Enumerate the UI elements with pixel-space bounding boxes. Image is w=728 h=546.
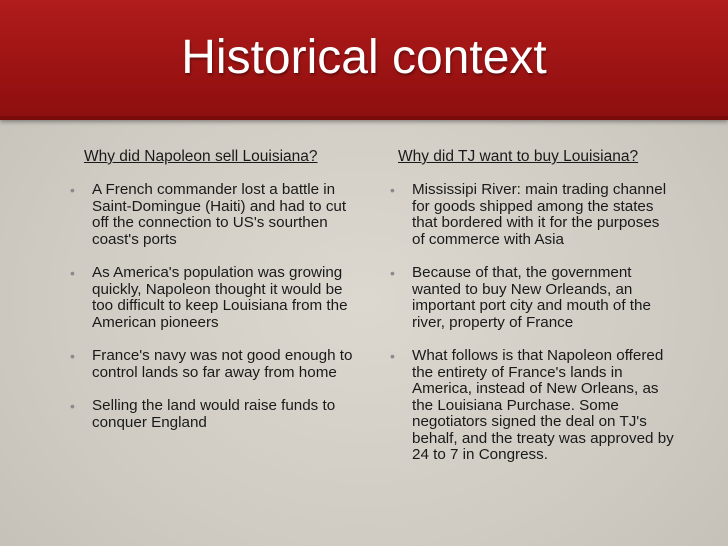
right-bullet-item [384, 265, 674, 331]
slide-title: Historical context [181, 31, 547, 84]
bullet-text: Mississipi River: main trading channel for goods shipped among the states that bordered with it for the purposes of commerce with Asia [412, 181, 667, 248]
bullet-text: Selling the land would raise funds to conquer England [92, 397, 336, 431]
bullet-text: As America's population was growing quickly, Napoleon thought it would be too difficult to keep Louisiana from the American pioneers [92, 264, 348, 331]
bullet-text: Because of that, the government wanted to buy New Orleands, an important port city and mouth of the river, property of France [412, 264, 651, 331]
left-bullet-item [64, 182, 354, 248]
bullet-text: What follows is that Napoleon offered the entirety of France's lands in America, instead of New Orleans, as the Louisiana Purchase. Some negotiators signed the deal on TJ's behalf, and the treaty was approved by 24 to 7 in Congress. [412, 347, 674, 463]
title-bar [0, 0, 728, 120]
bullet-icon: • [390, 182, 395, 198]
bullet-icon: • [70, 348, 75, 364]
left-bullet-item [64, 348, 354, 381]
bullet-icon: • [390, 348, 395, 364]
left-bullet-item [64, 265, 354, 331]
right-bullet-list [384, 182, 674, 464]
right-bullet-item [384, 348, 674, 464]
bullet-icon: • [70, 265, 75, 281]
right-column-header: Why did TJ want to buy Louisiana? [398, 148, 639, 165]
left-bullet-item [64, 398, 354, 431]
bullet-text: France's navy was not good enough to control lands so far away from home [92, 347, 353, 381]
left-bullet-list [64, 182, 354, 431]
bullet-icon: • [70, 398, 75, 414]
left-column-header: Why did Napoleon sell Louisiana? [84, 148, 318, 165]
bullet-text: A French commander lost a battle in Saint-Domingue (Haiti) and had to cut off the connection to US's sourthen coast's ports [92, 181, 347, 248]
bullet-icon: • [70, 182, 75, 198]
bullet-icon: • [390, 265, 395, 281]
right-bullet-item [384, 182, 674, 248]
